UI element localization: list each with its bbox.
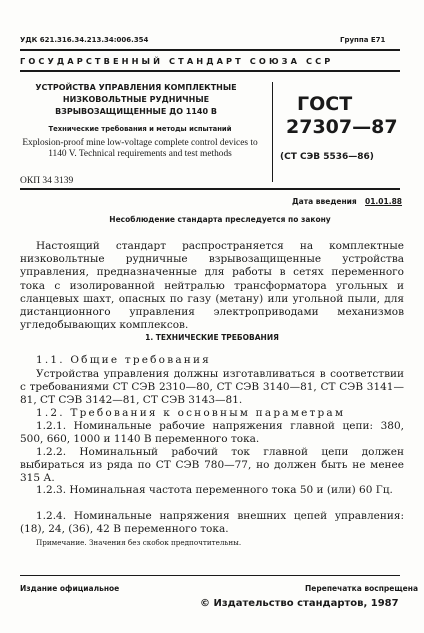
okp-code: ОКП 34 3139: [20, 176, 74, 186]
mid-rule: [20, 188, 400, 190]
legal-warning: Несоблюдение стандарта преследуется по закону: [109, 215, 331, 224]
s1-2-3-text: 1.2.3. Номинальная частота переменного тока 50 и (или) 60 Гц.: [36, 484, 393, 496]
top-rule: [20, 49, 400, 51]
s1-2-heading: 1.2. Требования к основным параметрам: [36, 407, 346, 419]
group-code: Группа Е71: [340, 36, 386, 44]
date-label: Дата введения: [292, 197, 357, 206]
gost-label: ГОСТ: [297, 93, 353, 115]
intro-paragraph: Настоящий стандарт распространяется на комплектные низковольтные рудничные взрывозащищенные устройства управления, предназначенные для работы в сетях переменного тока с изолированной нейтралью трансформатора угольных и сланцевых шахт, опасных по газу (метану) или угольной пыли, для дистанционного управления электроприводами механизмов угледобывающих комплексов.: [20, 240, 404, 332]
section-title: 1. ТЕХНИЧЕСКИЕ ТРЕБОВАНИЯ: [145, 333, 279, 342]
state-standard-heading: ГОСУДАРСТВЕННЫЙ СТАНДАРТ СОЮЗА ССР: [20, 56, 334, 66]
s1-2-2-text: 1.2.2. Номинальный рабочий ток главной цепи должен выбираться из ряда по СТ СЭВ 780—77, но должен быть не менее 315 А.: [20, 446, 404, 485]
bottom-rule: [20, 575, 400, 576]
s1-1-text: Устройства управления должны изготавливаться в соответствии с требованиями СТ СЭВ 2310—80, СТ СЭВ 3140—81, СТ СЭВ 3141—81, СТ СЭВ 3142—81, СТ СЭВ 3143—81.: [20, 368, 404, 407]
title-en: Explosion-proof mine low-voltage complete control devices to 1140 V. Technical requirements and test methods: [22, 138, 258, 159]
gost-cmea-ref: (СТ СЭВ 5536—86): [280, 152, 374, 162]
udk-code: УДК 621.316.34.213.34:006.354: [20, 36, 149, 44]
s1-2-1-text: 1.2.1. Номинальные рабочие напряжения главной цепи: 380, 500, 660, 1000 и 1140 В переменного тока.: [20, 420, 404, 446]
copyright: © Издательство стандартов, 1987: [200, 598, 399, 609]
date-value: 01.01.88: [365, 197, 403, 206]
gost-number: 27307—87: [286, 116, 398, 138]
state-rule: [20, 70, 400, 72]
title-block: [20, 82, 270, 160]
subtitle-ru: Технические требования и методы испытаний: [48, 125, 232, 133]
edition-label: Издание официальное: [20, 584, 120, 593]
s1-2-4-text: 1.2.4. Номинальные напряжения внешних цепей управления: (18), 24, (36), 42 В переменного тока.: [20, 510, 404, 536]
title-divider: [272, 82, 273, 182]
reprint-notice: Перепечатка воспрещена: [305, 584, 419, 593]
title-ru: УСТРОЙСТВА УПРАВЛЕНИЯ КОМПЛЕКТНЫЕ НИЗКОВОЛЬТНЫЕ РУДНИЧНЫЕ ВЗРЫВОЗАЩИЩЕННЫЕ ДО 1140 В: [35, 83, 237, 116]
s1-1-heading: 1.1. Общие требования: [36, 354, 211, 366]
note: Примечание. Значения без скобок предпочтительны.: [36, 538, 242, 547]
